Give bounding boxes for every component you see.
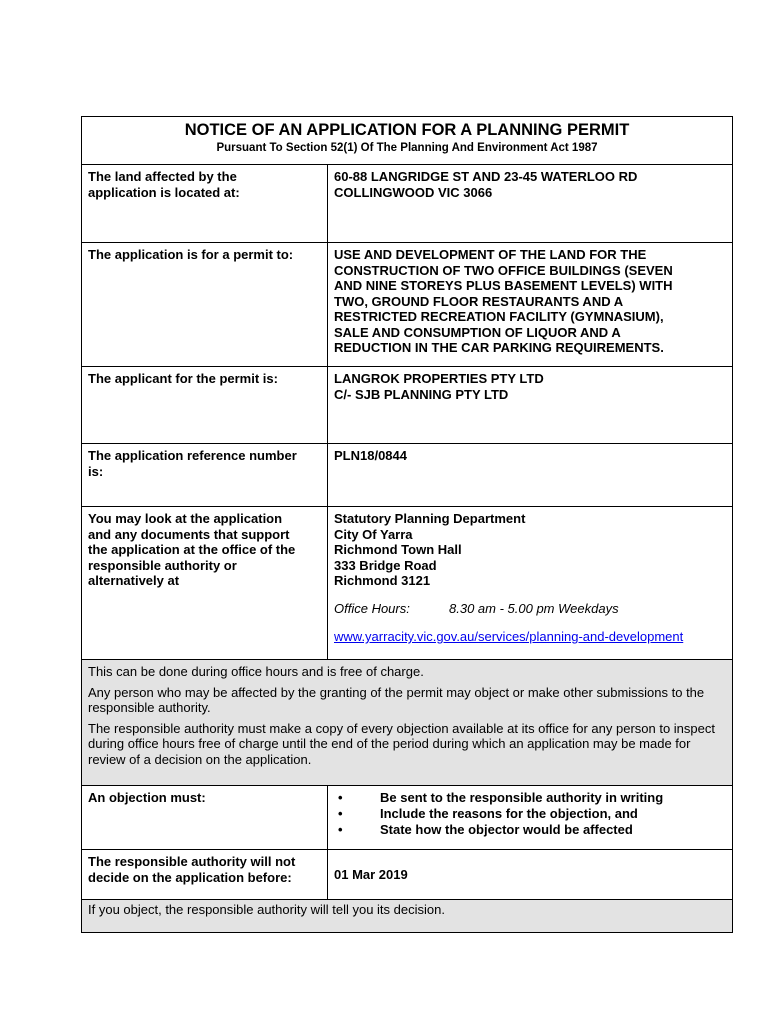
land-label-line: application is located at: [88, 184, 240, 200]
land-address-line: COLLINGWOOD VIC 3066 [334, 184, 493, 200]
purpose-line: TWO, GROUND FLOOR RESTAURANTS AND A [334, 293, 624, 309]
inspect-label-line: and any documents that support [88, 526, 290, 542]
decision-label [82, 850, 328, 899]
inspect-label-line: alternatively at [88, 573, 180, 588]
notice-header [82, 117, 732, 165]
purpose-line: REDUCTION IN THE CAR PARKING REQUIREMENTS. [334, 340, 664, 355]
notice-subtitle: Pursuant To Section 52(1) Of The Planning And Environment Act 1987 [216, 142, 598, 154]
reference-row [82, 444, 732, 507]
footer-text: If you object, the responsible authority will tell you its decision. [88, 902, 445, 917]
info-paragraph: This can be done during office hours and is free of charge. [88, 664, 424, 679]
land-row [82, 165, 732, 243]
reference-label [82, 444, 328, 506]
land-label-line: The land affected by the [88, 169, 237, 184]
purpose-line: SALE AND CONSUMPTION OF LIQUOR AND A [334, 324, 621, 340]
decision-label-line: decide on the application before: [88, 869, 292, 885]
council-website-link[interactable]: www.yarracity.vic.gov.au/services/planning-and-development [334, 629, 684, 644]
info-paragraph: The responsible authority must make a copy of every objection available at its office for any person to inspect during office hours free of charge until the end of the period during which an application may be made for review of a decision on the application. [88, 720, 715, 767]
applicant-label-text: The applicant for the permit is: [88, 371, 278, 386]
bullet-icon: • [338, 822, 343, 837]
info-section [82, 660, 732, 786]
list-item [334, 822, 726, 838]
decision-row [82, 850, 732, 900]
objection-label [82, 786, 328, 849]
reference-number: PLN18/0844 [334, 448, 407, 463]
inspect-label-line: You may look at the application [88, 511, 283, 526]
notice-title: NOTICE OF AN APPLICATION FOR A PLANNING PERMIT [184, 121, 630, 139]
office-address-line: Statutory Planning Department [334, 511, 526, 526]
office-address-line: Richmond 3121 [334, 573, 431, 588]
objection-row [82, 786, 732, 850]
inspect-row [82, 507, 732, 660]
land-value [328, 165, 732, 242]
decision-date-cell [328, 850, 732, 899]
purpose-line: AND NINE STOREYS PLUS BASEMENT LEVELS) WITH [334, 278, 673, 293]
applicant-label [82, 367, 328, 443]
inspect-label-line: responsible authority or [88, 557, 237, 573]
info-paragraph: Any person who may be affected by the granting of the permit may object or make other submissions to the responsible authority. [88, 684, 705, 715]
footer-section [82, 900, 732, 932]
reference-label-line: The application reference number [88, 448, 297, 463]
office-hours-value: 8.30 am - 5.00 pm Weekdays [449, 600, 619, 616]
purpose-row [82, 243, 732, 367]
decision-date: 01 Mar 2019 [334, 867, 408, 882]
office-address-line: City Of Yarra [334, 526, 413, 542]
objection-list [334, 790, 726, 838]
office-address-line: 333 Bridge Road [334, 557, 437, 573]
inspect-label [82, 507, 328, 659]
list-item [334, 790, 726, 806]
land-address-line: 60-88 LANGRIDGE ST AND 23-45 WATERLOO RD [334, 169, 638, 184]
reference-label-line: is: [88, 463, 104, 479]
inspect-label-line: the application at the office of the [88, 542, 296, 557]
objection-item-text: Be sent to the responsible authority in writing [380, 790, 664, 805]
office-address-line: Richmond Town Hall [334, 542, 462, 557]
reference-value [328, 444, 732, 506]
bullet-icon: • [338, 790, 343, 805]
bullet-icon: • [338, 806, 343, 821]
applicant-row [82, 367, 732, 444]
list-item [334, 806, 726, 822]
decision-label-line: The responsible authority will not [88, 854, 296, 869]
land-label [82, 165, 328, 242]
applicant-line: LANGROK PROPERTIES PTY LTD [334, 371, 544, 386]
purpose-line: CONSTRUCTION OF TWO OFFICE BUILDINGS (SEVEN [334, 262, 673, 278]
office-hours [334, 601, 726, 617]
purpose-value [328, 243, 732, 366]
applicant-value [328, 367, 732, 443]
office-hours-label: Office Hours: [334, 600, 410, 616]
planning-permit-notice [81, 116, 733, 933]
objection-label-text: An objection must: [88, 790, 206, 805]
objection-item-text: Include the reasons for the objection, and [380, 806, 638, 821]
purpose-label [82, 243, 328, 366]
purpose-label-text: The application is for a permit to: [88, 247, 294, 262]
purpose-line: USE AND DEVELOPMENT OF THE LAND FOR THE [334, 247, 647, 262]
purpose-line: RESTRICTED RECREATION FACILITY (GYMNASIUM), [334, 309, 664, 324]
objection-item-text: State how the objector would be affected [380, 822, 633, 837]
objection-requirements [328, 786, 732, 849]
inspect-value [328, 507, 732, 659]
applicant-line: C/- SJB PLANNING PTY LTD [334, 386, 509, 402]
